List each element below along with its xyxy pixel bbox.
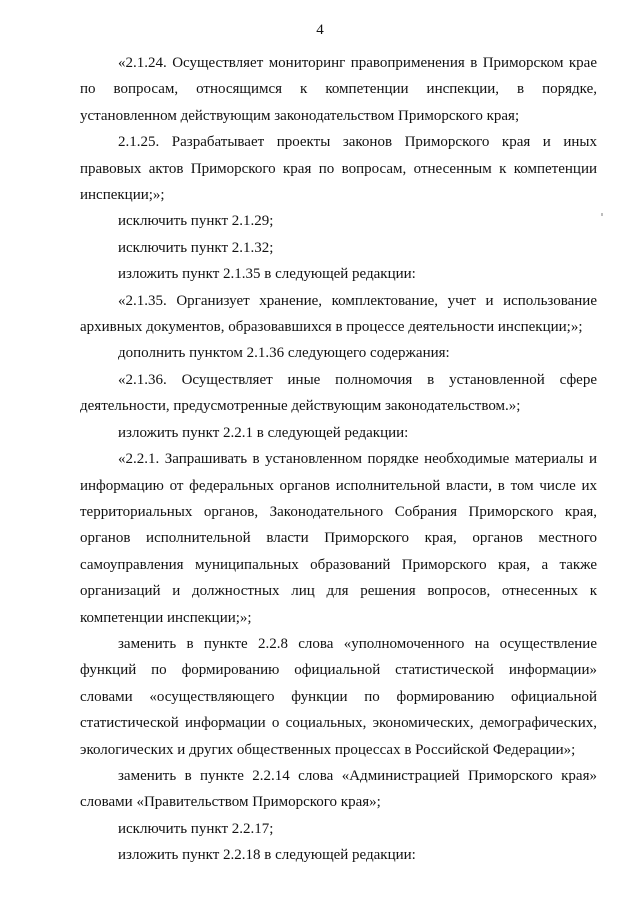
paragraph-2-1-36: «2.1.36. Осуществляет иные полномочия в установленной сфере деятельности, предусмотренные действующим законодательством.»; xyxy=(80,371,597,415)
paragraph-restate-2-2-18: изложить пункт 2.2.18 в следующей редакции: xyxy=(118,847,416,864)
paragraph-2-2-1: «2.2.1. Запрашивать в установленном порядке необходимые материалы и информацию от федеральных органов исполнительной власти, в том числе их территориальных органов, Законодательного Собрания Приморского края, органов исполнительной власти Приморского края, органов местного самоуправления муниципальных образований Приморского края, а также организаций и должностных лиц для решения вопросов, отнесенных к компетенции инспекции;»; xyxy=(80,451,597,626)
paragraph-2-1-25: 2.1.25. Разрабатывает проекты законов Приморского края и иных правовых актов Приморского края по вопросам, отнесенным к компетенции инспекции;»; xyxy=(80,134,597,204)
paragraph-exclude-2-1-32: исключить пункт 2.1.32; xyxy=(118,239,274,256)
paragraph-restate-2-1-35: изложить пункт 2.1.35 в следующей редакции: xyxy=(118,266,416,283)
paragraph-2-1-24: «2.1.24. Осуществляет мониторинг правоприменения в Приморском крае по вопросам, относящимся к компетенции инспекции, в порядке, установленном действующим законодательством Приморского края; xyxy=(80,55,597,124)
page-number: 4 xyxy=(316,22,324,38)
paragraph-restate-2-2-1: изложить пункт 2.2.1 в следующей редакции: xyxy=(118,424,409,441)
paragraph-exclude-2-1-29: исключить пункт 2.1.29; xyxy=(118,213,274,230)
scan-speck xyxy=(601,213,603,216)
document-body xyxy=(80,50,597,869)
paragraph-2-1-35: «2.1.35. Организует хранение, комплектование, учет и использование архивных документов, образовавшихся в процессе деятельности инспекции;»; xyxy=(80,292,597,336)
paragraph-add-2-1-36: дополнить пунктом 2.1.36 следующего содержания: xyxy=(118,345,450,362)
paragraph-exclude-2-2-17: исключить пункт 2.2.17; xyxy=(118,820,274,837)
paragraph-replace-2-2-14: заменить в пункте 2.2.14 слова «Администрацией Приморского края» словами «Правительством Приморского края»; xyxy=(80,767,597,811)
paragraph-replace-2-2-8: заменить в пункте 2.2.8 слова «уполномоченного на осуществление функций по формированию официальной статистической информации» словами «осуществляющего функции по формированию официальной статистической информации о социальных, экономических, демографических, экологических и других общественных процессах в Российской Федерации»; xyxy=(80,635,597,758)
